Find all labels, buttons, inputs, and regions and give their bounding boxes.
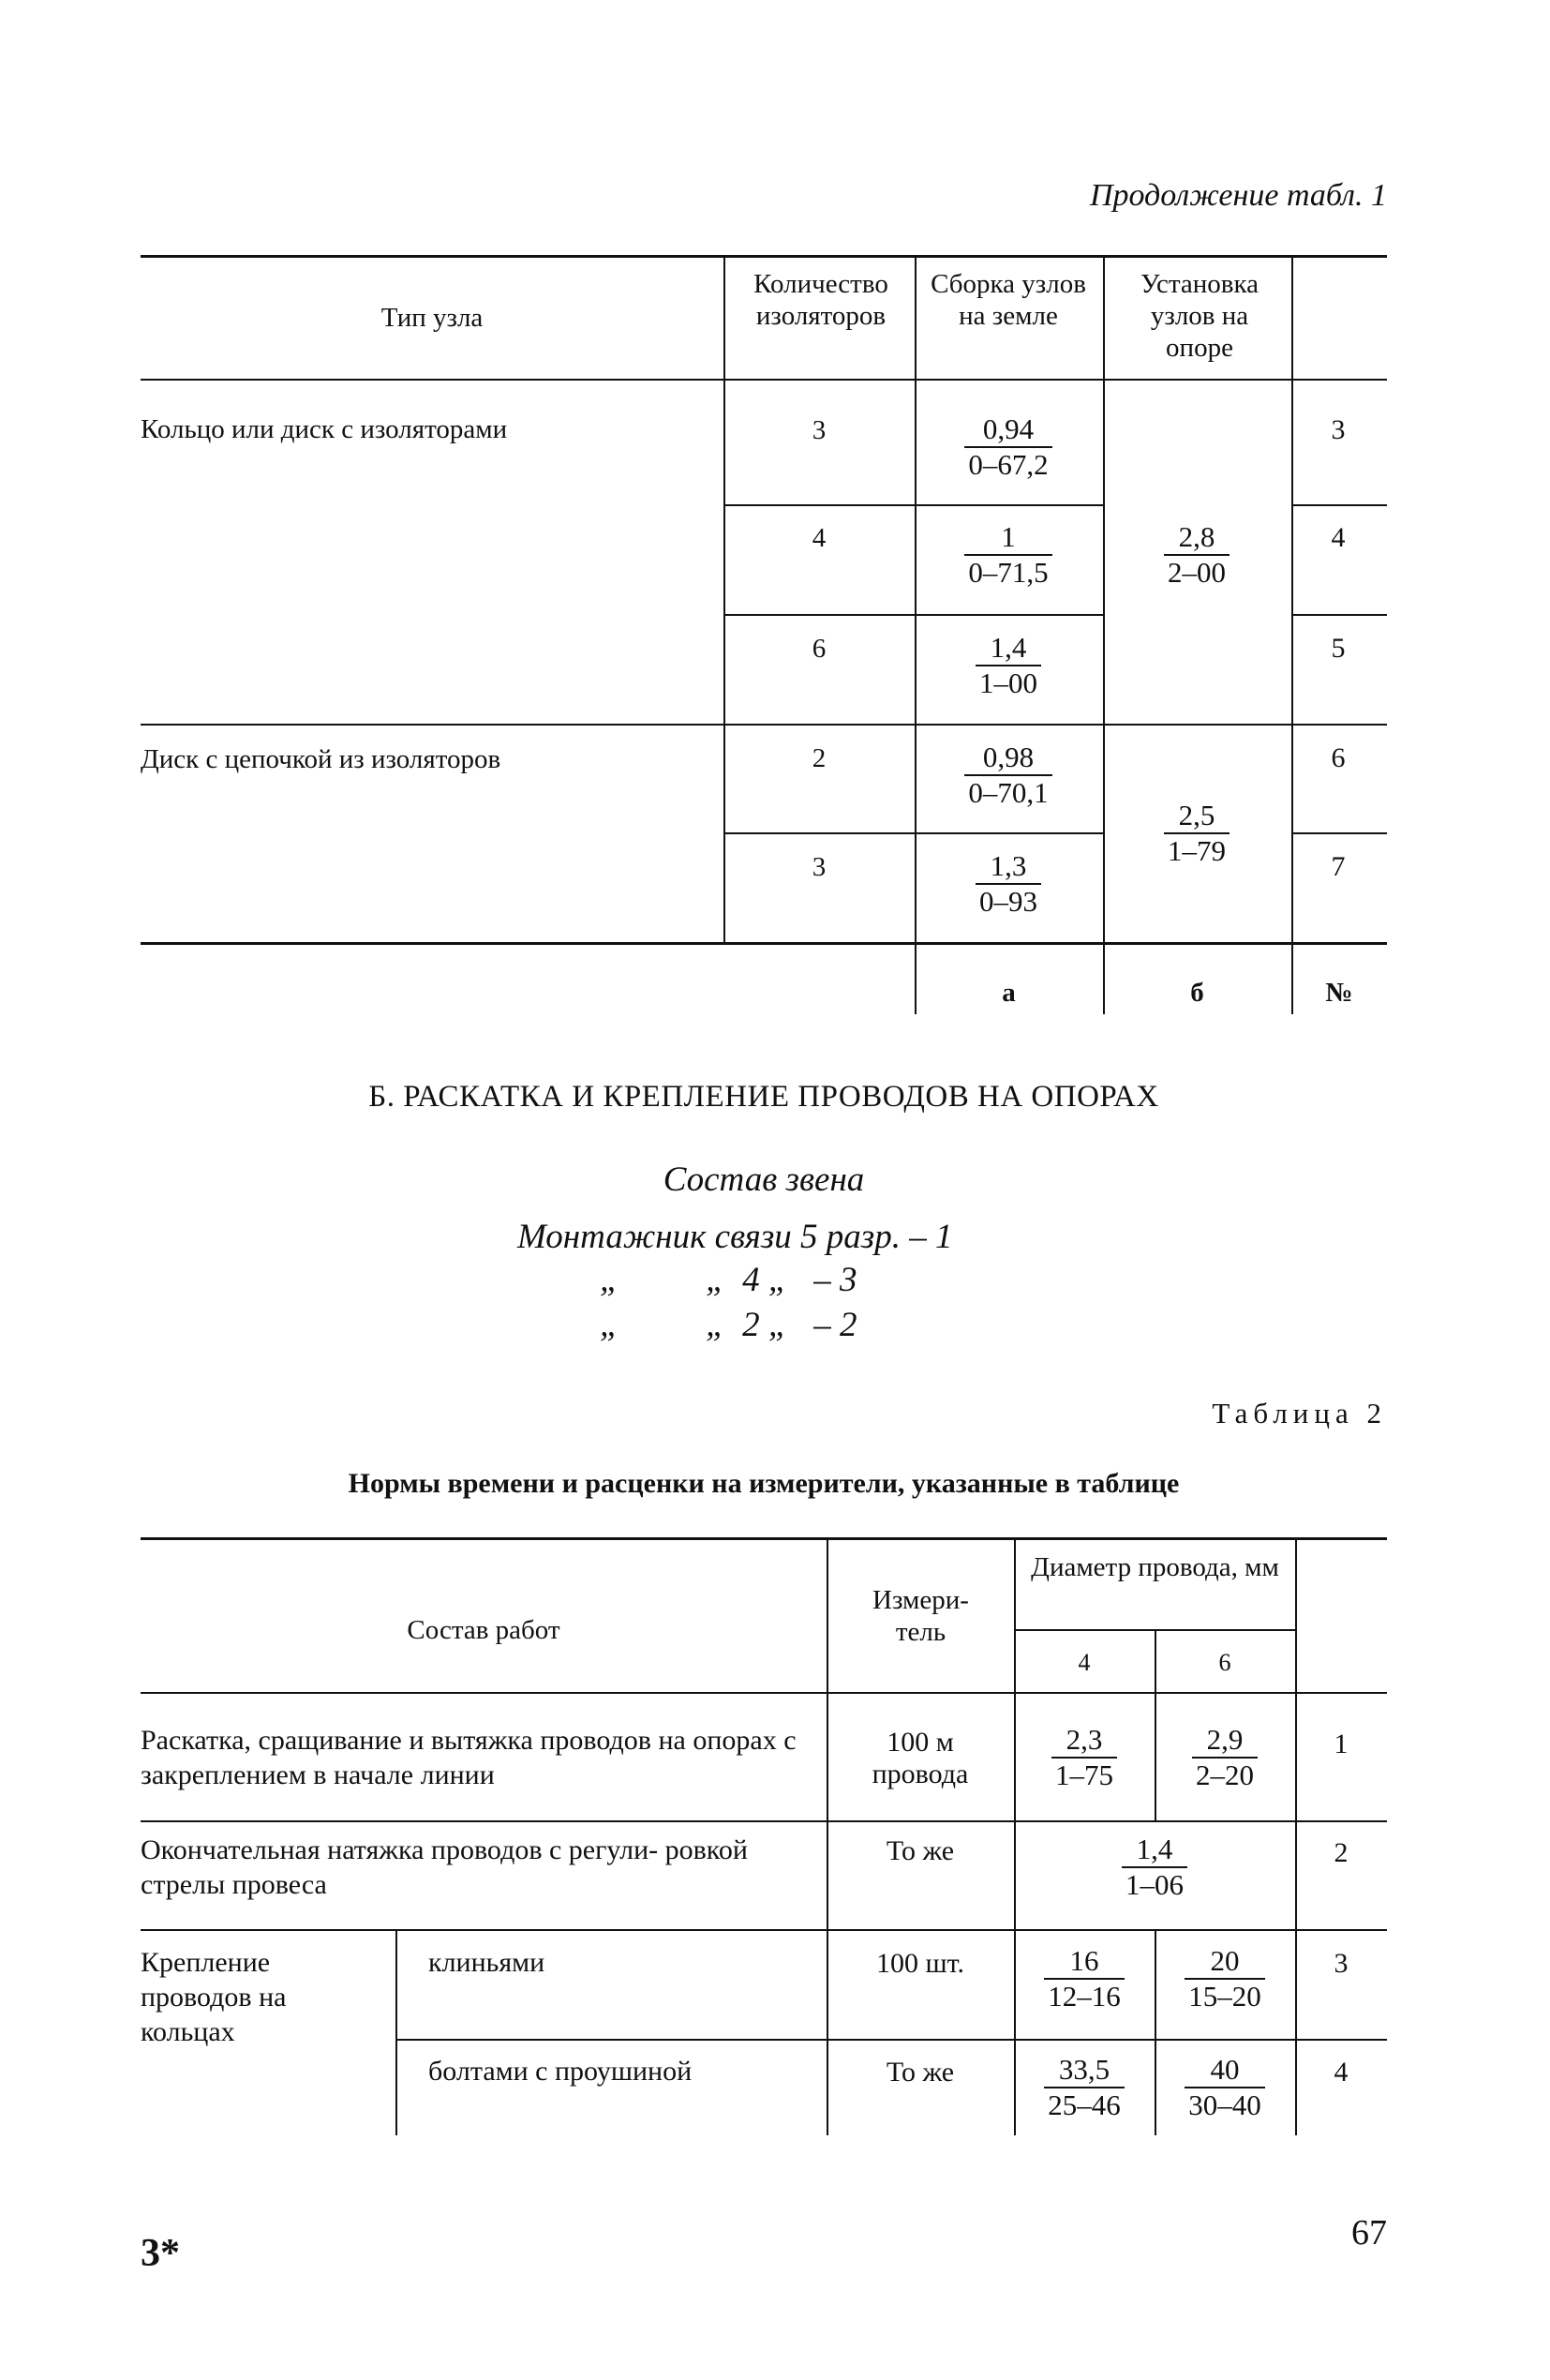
fraction-denominator: 25–46 <box>1044 2087 1125 2122</box>
table-caption: Нормы времени и расценки на измерители, указанные в таблице <box>348 1468 1180 1499</box>
fraction-denominator: 0–70,1 <box>964 774 1051 810</box>
t2-value-d6 <box>1150 1944 1300 2013</box>
fraction-numerator: 2,8 <box>1178 520 1215 553</box>
t2-row-number: 4 <box>1334 2057 1349 2088</box>
t2-unit: 100 шт. <box>876 1948 964 1979</box>
fraction-denominator: 2–00 <box>1164 554 1230 590</box>
fraction-numerator: 20 <box>1210 1944 1240 1977</box>
t1-assembly-value <box>933 520 1083 590</box>
t2-row-number: 3 <box>1334 1948 1349 1979</box>
t2-header-d4: 4 <box>1078 1649 1091 1676</box>
fraction-denominator: 1–79 <box>1164 832 1230 868</box>
t2-row-rule <box>141 1820 1387 1822</box>
fraction-denominator: 0–67,2 <box>964 446 1051 482</box>
t1-install-value <box>1122 520 1272 590</box>
continuation-caption: Продолжение табл. 1 <box>1089 178 1387 213</box>
t1-row-number: 5 <box>1331 633 1346 664</box>
t2-value-merged <box>1080 1833 1230 1902</box>
fraction-denominator: 15–20 <box>1185 1978 1265 2013</box>
t2-header-d6: 6 <box>1218 1649 1231 1676</box>
t1-row-number: 3 <box>1331 414 1346 445</box>
fraction-denominator: 1–75 <box>1051 1757 1117 1792</box>
crew-line: „ „ 4 „ – 3 <box>600 1261 857 1299</box>
crew-line: „ „ 2 „ – 2 <box>600 1306 857 1344</box>
t1-count: 3 <box>812 415 827 445</box>
t2-value-d4 <box>1009 2053 1159 2122</box>
t1-assembly-value <box>933 412 1083 482</box>
t1-footer-no: № <box>1325 978 1353 1008</box>
page-number: 67 <box>1351 2213 1387 2253</box>
t1-count: 4 <box>812 523 827 553</box>
fraction-numerator: 0,98 <box>982 741 1035 773</box>
section-title: Б. РАСКАТКА И КРЕПЛЕНИЕ ПРОВОДОВ НА ОПОРАХ <box>368 1080 1159 1114</box>
t1-row-rule <box>723 614 1103 616</box>
t1-assembly-value <box>933 849 1083 919</box>
t1-row-number: 7 <box>1331 851 1346 882</box>
t2-work: клиньями <box>428 1947 545 1978</box>
fraction-denominator: 12–16 <box>1044 1978 1125 2013</box>
t1-row-rule <box>1291 832 1387 834</box>
crew-title: Состав звена <box>663 1160 865 1199</box>
t2-top-rule <box>141 1537 1387 1540</box>
fraction-numerator: 40 <box>1210 2053 1240 2086</box>
t1-group-name: Диск с цепочкой из изоляторов <box>141 744 501 774</box>
t2-value-d6 <box>1150 1723 1300 1792</box>
crew-line: Монтажник связи 5 разр. – 1 <box>517 1218 953 1256</box>
t1-count: 3 <box>812 852 827 882</box>
fraction-numerator: 2,5 <box>1178 799 1215 831</box>
t2-col-divider <box>1014 1537 1016 2135</box>
fraction-denominator: 0–93 <box>976 883 1041 919</box>
t1-footer-b: б <box>1190 978 1204 1008</box>
fraction-denominator: 1–00 <box>976 665 1041 700</box>
t1-group-name: Кольцо или диск с изоляторами <box>141 414 508 444</box>
t2-col-divider <box>395 1929 397 2135</box>
fraction-numerator: 1,4 <box>1136 1833 1173 1865</box>
t1-header-count: Количество изоляторов <box>753 269 888 331</box>
t1-header-install: Установка узлов на опоре <box>1140 269 1259 363</box>
t1-row-rule <box>1291 504 1387 506</box>
t2-value-d6 <box>1150 2053 1300 2122</box>
t1-count: 6 <box>812 634 827 664</box>
t1-row-rule <box>1291 614 1387 616</box>
fraction-numerator: 1 <box>1001 520 1016 553</box>
t2-header-unit: Измери- тель <box>872 1585 969 1647</box>
t1-header-assembly: Сборка узлов на земле <box>931 269 1086 331</box>
fraction-numerator: 16 <box>1069 1944 1099 1977</box>
t2-value-d4 <box>1009 1723 1159 1792</box>
t2-row-number: 1 <box>1334 1729 1349 1759</box>
t1-footer-a: а <box>1002 978 1016 1008</box>
t2-header-diameter: Диаметр провода, мм <box>1031 1552 1279 1582</box>
fraction-numerator: 1,3 <box>990 849 1027 882</box>
t2-header-work: Состав работ <box>407 1615 560 1645</box>
t1-top-rule <box>141 255 1387 258</box>
t1-col-divider <box>1291 255 1293 1014</box>
t2-value-d4 <box>1009 1944 1159 2013</box>
t2-unit: 100 м провода <box>872 1727 969 1789</box>
t1-row-number: 6 <box>1331 742 1346 773</box>
t1-col-divider <box>915 255 917 1014</box>
fraction-denominator: 2–20 <box>1192 1757 1258 1792</box>
t1-install-value <box>1122 799 1272 868</box>
t1-count: 2 <box>812 743 827 773</box>
t2-col-divider <box>1295 1537 1297 2135</box>
fraction-denominator: 0–71,5 <box>964 554 1051 590</box>
t1-col-divider <box>723 255 725 942</box>
t2-group: Крепление проводов на кольцах <box>141 1947 287 2047</box>
t2-row-number: 2 <box>1334 1837 1349 1868</box>
t1-row-number: 4 <box>1331 522 1346 553</box>
t1-header-rule <box>141 379 1387 381</box>
t1-group-rule <box>141 724 1387 726</box>
t1-col-divider <box>1103 255 1105 1014</box>
t2-row-rule <box>141 1929 1387 1931</box>
fraction-numerator: 33,5 <box>1058 2053 1110 2086</box>
t2-work: Окончательная натяжка проводов с регули- ровкой стрелы провеса <box>141 1834 748 1900</box>
t1-bottom-rule <box>141 942 1387 945</box>
fraction-numerator: 2,9 <box>1206 1723 1244 1756</box>
t1-row-rule <box>723 832 1103 834</box>
fraction-denominator: 1–06 <box>1122 1866 1187 1902</box>
t1-assembly-value <box>933 741 1083 810</box>
signature-mark: 3* <box>141 2232 180 2275</box>
fraction-numerator: 0,94 <box>982 412 1035 445</box>
t1-row-rule <box>723 504 1103 506</box>
fraction-numerator: 1,4 <box>990 631 1027 664</box>
t2-col-divider <box>827 1537 828 2135</box>
t2-work: болтами с проушиной <box>428 2056 693 2087</box>
t2-unit: То же <box>886 1835 955 1866</box>
t2-row-rule <box>395 2039 1387 2041</box>
t2-unit: То же <box>886 2057 955 2088</box>
t1-assembly-value <box>933 631 1083 700</box>
table-label: Таблица 2 <box>1212 1397 1387 1429</box>
t1-header-type: Тип узла <box>380 303 484 333</box>
t2-header-rule <box>141 1692 1387 1694</box>
fraction-denominator: 30–40 <box>1185 2087 1265 2122</box>
fraction-numerator: 2,3 <box>1066 1723 1103 1756</box>
t2-work: Раскатка, сращивание и вытяжка проводов на опорах с закреплением в начале линии <box>141 1725 797 1790</box>
